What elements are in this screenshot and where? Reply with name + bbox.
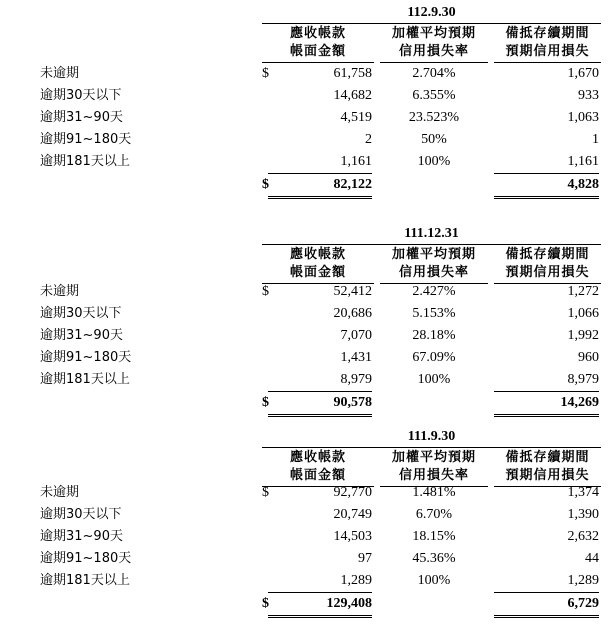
allowance-cell: 1,992 [567, 328, 599, 343]
table-row [0, 369, 609, 391]
rate-cell: 2.704% [412, 66, 456, 81]
allowance-cell: 1,272 [567, 284, 599, 299]
table-row [0, 325, 609, 347]
total-amount: 129,408 [268, 593, 372, 618]
row-label: 逾期91~180天 [40, 132, 132, 147]
rate-cell: 100% [417, 154, 451, 169]
table-row [0, 63, 609, 85]
period-title: 111.9.30 [262, 428, 601, 448]
row-label: 逾期30天以下 [40, 306, 122, 321]
allowance-cell: 1,374 [567, 485, 599, 500]
row-label: 未逾期 [40, 485, 80, 500]
amount-cell: 52,412 [333, 284, 372, 299]
allowance-cell: 1 [592, 132, 599, 147]
amount-column-header: 應收帳款 帳面金額 [262, 246, 374, 284]
table-row [0, 303, 609, 325]
row-label: 逾期31~90天 [40, 328, 123, 343]
table-row [0, 129, 609, 151]
allowance-cell: 8,979 [494, 369, 599, 392]
rate-cell: 2.427% [412, 284, 456, 299]
table-row [0, 347, 609, 369]
table-row [0, 504, 609, 526]
currency-symbol: $ [262, 485, 269, 500]
total-amount: 90,578 [268, 392, 372, 417]
row-label: 未逾期 [40, 284, 80, 299]
rate-column-header: 加權平均預期 信用損失率 [380, 25, 488, 63]
rate-cell: 50% [421, 132, 447, 147]
total-allowance: 6,729 [494, 593, 599, 618]
total-allowance: 4,828 [494, 174, 599, 199]
amount-column-header: 應收帳款 帳面金額 [262, 449, 374, 487]
rate-cell: 6.355% [412, 88, 456, 103]
currency-symbol: $ [262, 596, 269, 611]
total-row [0, 593, 609, 615]
allowance-cell: 1,390 [567, 507, 599, 522]
allowance-column-header: 備抵存續期間 預期信用損失 [494, 246, 601, 284]
currency-symbol: $ [262, 284, 269, 299]
rate-cell: 18.15% [412, 529, 456, 544]
rate-cell: 67.09% [412, 350, 456, 365]
table-row [0, 482, 609, 504]
rate-cell: 45.36% [412, 551, 456, 566]
allowance-cell: 2,632 [567, 529, 599, 544]
allowance-cell: 933 [578, 88, 599, 103]
amount-cell: 4,519 [340, 110, 372, 125]
amount-cell: 1,161 [268, 151, 372, 174]
rate-cell: 5.153% [412, 306, 456, 321]
allowance-cell: 960 [578, 350, 599, 365]
amount-cell: 20,749 [333, 507, 372, 522]
rate-column-header: 加權平均預期 信用損失率 [380, 449, 488, 487]
row-label: 逾期31~90天 [40, 110, 123, 125]
amount-cell: 97 [358, 551, 372, 566]
amount-cell: 8,979 [268, 369, 372, 392]
amount-cell: 2 [365, 132, 372, 147]
table-row [0, 281, 609, 303]
row-label: 逾期30天以下 [40, 507, 122, 522]
amount-cell: 92,770 [333, 485, 372, 500]
allowance-cell: 1,289 [494, 570, 599, 593]
allowance-cell: 1,066 [567, 306, 599, 321]
rate-cell: 1.481% [412, 485, 456, 500]
row-label: 逾期181天以上 [40, 372, 130, 387]
table-row [0, 526, 609, 548]
period-title: 111.12.31 [262, 225, 601, 245]
total-row [0, 174, 609, 196]
table-row [0, 85, 609, 107]
row-label: 逾期31~90天 [40, 529, 123, 544]
amount-cell: 20,686 [333, 306, 372, 321]
allowance-cell: 1,670 [567, 66, 599, 81]
allowance-cell: 1,161 [494, 151, 599, 174]
table-row [0, 107, 609, 129]
amount-cell: 14,682 [333, 88, 372, 103]
total-amount: 82,122 [268, 174, 372, 199]
amount-cell: 14,503 [333, 529, 372, 544]
allowance-column-header: 備抵存續期間 預期信用損失 [494, 25, 601, 63]
rate-cell: 23.523% [408, 110, 460, 125]
currency-symbol: $ [262, 177, 269, 192]
table-row [0, 151, 609, 173]
total-allowance: 14,269 [494, 392, 599, 417]
row-label: 逾期181天以上 [40, 154, 130, 169]
row-label: 逾期91~180天 [40, 350, 132, 365]
row-label: 逾期91~180天 [40, 551, 132, 566]
row-label: 未逾期 [40, 66, 80, 81]
table-row [0, 570, 609, 592]
period-title: 112.9.30 [262, 4, 601, 24]
row-label: 逾期181天以上 [40, 573, 130, 588]
row-label: 逾期30天以下 [40, 88, 122, 103]
allowance-column-header: 備抵存續期間 預期信用損失 [494, 449, 601, 487]
rate-cell: 6.70% [415, 507, 453, 522]
currency-symbol: $ [262, 395, 269, 410]
table-row [0, 548, 609, 570]
rate-cell: 100% [417, 573, 451, 588]
amount-column-header: 應收帳款 帳面金額 [262, 25, 374, 63]
currency-symbol: $ [262, 66, 269, 81]
amount-cell: 7,070 [340, 328, 372, 343]
amount-cell: 61,758 [333, 66, 372, 81]
rate-cell: 28.18% [412, 328, 456, 343]
rate-cell: 100% [417, 372, 451, 387]
allowance-cell: 1,063 [567, 110, 599, 125]
amount-cell: 1,431 [340, 350, 372, 365]
amount-cell: 1,289 [268, 570, 372, 593]
allowance-cell: 44 [585, 551, 599, 566]
total-row [0, 392, 609, 414]
rate-column-header: 加權平均預期 信用損失率 [380, 246, 488, 284]
